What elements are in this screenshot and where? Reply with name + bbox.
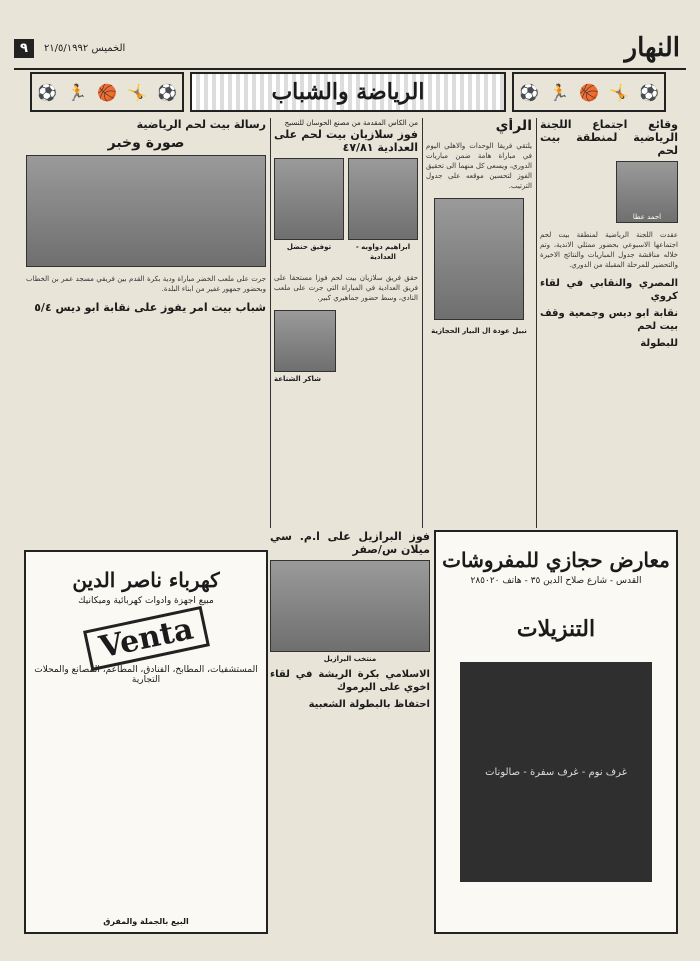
- venta-logo: Venta: [83, 606, 210, 671]
- column-rule: [536, 118, 537, 528]
- article-body: يلتقي فريقا الوحدات والاهلي اليوم في مباراة هامة ضمن مباريات الدوري، ويسعى كل منهما الى تحقيق الفوز لتحسين موقعه على جدول الترتيب.: [426, 142, 532, 190]
- column-rule: [270, 118, 271, 528]
- article-kicker: من الكاس المقدمة من مصنع الحوسان للنسيج: [284, 119, 418, 127]
- column-2: [426, 118, 532, 528]
- article-subhead: شباب بيت امر يفوز على نقابة ابو ديس ٥/٤: [34, 301, 266, 314]
- sport-icon: 🏀: [579, 82, 599, 102]
- player-photo: [274, 158, 344, 240]
- column-3-lower: [270, 530, 430, 930]
- sport-icon: 🤸: [609, 82, 629, 102]
- ad-brand: كهرباء ناصر الدين: [72, 568, 220, 592]
- article-headline: رسالة بيت لحم الرياضية: [136, 118, 266, 131]
- sport-icon: ⚽: [157, 82, 177, 102]
- top-bar: [14, 28, 686, 70]
- section-title: الرياضة والشباب: [190, 72, 506, 112]
- article-subhead: نقابة ابو ديس وجمعية وقف بيت لحم: [540, 308, 678, 332]
- photo-block: [348, 158, 418, 266]
- article-subhead: الاسلامي بكرة الريشة في لقاء اخوي على اليرموك: [270, 669, 430, 693]
- dateline: [14, 39, 125, 58]
- article-body: عقدت اللجنة الرياضية لمنطقة بيت لحم اجتماعها الاسبوعي بحضور ممثلي الاندية، وتم خلاله مناقشة جدول المباريات والنتائج الاخيرة والتحضير للمرحلة المقبلة من الدوري.: [540, 231, 678, 269]
- room-photo: غرف نوم - غرف سفرة - صالونات: [460, 662, 652, 882]
- masthead: النهار: [624, 33, 680, 63]
- photo-block: [274, 158, 344, 266]
- photo-caption: ابراهيم دواوبه - العدادية: [355, 243, 411, 261]
- section-banner: [30, 72, 666, 112]
- photo-caption: نبيل عودة ال البيار الحجازية: [431, 327, 527, 335]
- team-photo: [270, 560, 430, 652]
- photo-caption: شاكر الشناعة: [274, 375, 322, 383]
- sport-icon: 🏀: [97, 82, 117, 102]
- article-subhead: المصري والنقابي في لقاء كروي: [540, 278, 678, 302]
- sport-icon: 🏃: [67, 82, 87, 102]
- banner-icons-left: [30, 72, 184, 112]
- column-4: [26, 118, 266, 528]
- portrait-photo: [616, 161, 678, 223]
- portrait-photo: [274, 310, 336, 372]
- photo-caption: منتخب البرازيل: [323, 655, 377, 663]
- sport-icon: 🏃: [549, 82, 569, 102]
- article-headline: وقائع اجتماع اللجنة الرياضية لمنطقة بيت لحم: [540, 118, 678, 157]
- article-headline: الرأي: [495, 118, 532, 134]
- photo-pair: [274, 158, 418, 266]
- ad-tag: البيع بالجملة والمفرق: [103, 917, 189, 926]
- article-body: حقق فريق سلازيان بيت لحم فوزا مستحقا على فريق العدادية في المباراة التي جرت على ملعب النادي، وسط حضور جماهيري كبير.: [274, 274, 418, 302]
- ad-furniture: [434, 530, 678, 934]
- page-number: ٩: [14, 39, 34, 58]
- article-body: جرت على ملعب الخضر مباراة ودية بكرة القدم بين فريقي مسجد عمر بن الخطاب وبحضور جمهور غفير من ابناء البلدة.: [26, 275, 266, 293]
- article-subhead: احتفاظ بالبطولة الشعبية: [308, 699, 430, 710]
- article-headline: فوز سلازيان بيت لحم على العدادية ٤٧/٨١: [274, 128, 418, 154]
- column-1: [540, 118, 678, 528]
- ad-address: القدس - شارع صلاح الدين ٣٥ - هاتف ٢٨٥٠٢٠: [470, 576, 642, 586]
- article-subhead: للبطولة: [640, 338, 678, 349]
- team-photo: [26, 155, 266, 267]
- ad-subtitle: مبيع اجهزة وادوات كهربائية وميكانيك: [78, 596, 214, 606]
- issue-date: الخميس ٢١/٥/١٩٩٢: [43, 42, 126, 54]
- ad-kahraba: [24, 550, 268, 934]
- column-rule: [422, 118, 423, 528]
- sport-icon: ⚽: [37, 82, 57, 102]
- sale-title: التنزيلات: [516, 616, 596, 642]
- photo-caption: احمد عطا: [632, 213, 662, 221]
- picture-title: صورة وخبر: [107, 135, 185, 151]
- player-photo: [434, 198, 524, 320]
- photo-caption: توفيق حنضل: [286, 243, 332, 251]
- player-photo: [348, 158, 418, 240]
- ad-line: المستشفيات، المطابخ، الفنادق، المطاعم، المصانع والمحلات التجارية: [34, 665, 258, 685]
- column-3: [274, 118, 418, 528]
- sport-icon: ⚽: [639, 82, 659, 102]
- sport-icon: ⚽: [519, 82, 539, 102]
- banner-icons-right: [512, 72, 666, 112]
- article-headline: فوز البرازيل على ا.م. سي ميلان س/صفر: [270, 530, 430, 556]
- ad-brand: معارض حجازي للمفروشات: [442, 548, 670, 572]
- sport-icon: 🤸: [127, 82, 147, 102]
